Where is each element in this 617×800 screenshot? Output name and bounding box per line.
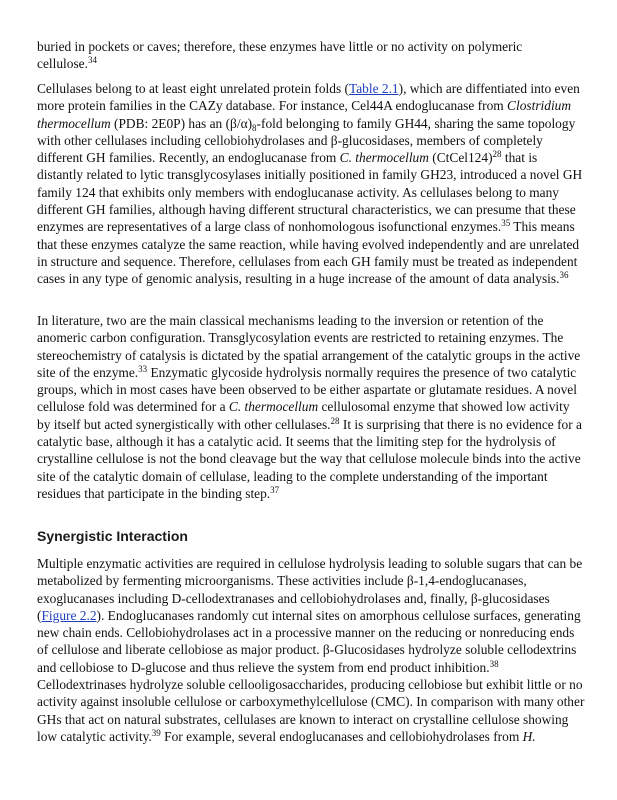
text-run: For example, several endoglucanases and cellobiohydrolases from xyxy=(160,728,523,744)
reference-superscript[interactable]: 36 xyxy=(559,270,569,281)
text-run: (CtCel124) xyxy=(428,150,493,166)
organism-name: H. xyxy=(522,728,536,744)
text-run: In literature, two are the main classical mechanisms leading to the inversion or retention of the anomeric carbon configuration. Transglycosylation events are restricted to retaining enzymes. The stereochemistry of catalysis is dictated by the spatial arrangement of the catalytic groups in the active site of the enzyme. xyxy=(37,313,581,380)
organism-name: C. thermocellum xyxy=(339,150,429,166)
subscript: 8 xyxy=(252,122,257,133)
text-run: that is distantly related to lytic transglycosylases initially positioned in family GH23, introduced a novel GH family 124 that exhibits only members with endoglucanase activity. As cellulases belong to many different GH families, although having different structural characteristics, we can presume that these enzymes are representatives of a large class of nonhomologous isofunctional enzymes. xyxy=(37,150,583,235)
reference-superscript[interactable]: 39 xyxy=(151,727,161,738)
paragraph-mechanisms xyxy=(37,312,585,502)
text-run: ). Endoglucanases randomly cut internal sites on amorphous cellulose surfaces, generating new chain ends. Cellobiohydrolases act in a processive manner on the reducing or nonreducing ends of cellulose and liberate cellobiose as major product. β-Glucosidases hydrolyze soluble cellodextrins and cellobiose to D-glucose and thus relieve the system from end product inhibition. xyxy=(37,607,581,675)
reference-superscript[interactable]: 35 xyxy=(501,218,511,229)
text-run: buried in pockets or caves; therefore, these enzymes have little or no activity on polymeric cellulose. xyxy=(37,39,523,72)
reference-superscript[interactable]: 28 xyxy=(330,415,340,426)
reference-superscript[interactable]: 37 xyxy=(270,484,280,495)
organism-name: Clostridium thermocellum xyxy=(37,98,572,131)
text-run: Multiple enzymatic activities are required in cellulose hydrolysis leading to soluble sugars that can be metabolized by fermenting microorganisms. These activities include β-1,4-endoglucanases, exoglucanases including D-cellodextranases and cellobiohydrolases and, finally, β-glucosidases ( xyxy=(37,556,583,623)
text-run: This means that these enzymes catalyze the same reaction, while having evolved independently and are unrelated in structure and sequence. Therefore, cellulases from each GH family must be treated as independent cases in any type of genomic analysis, resulting in a huge increase of the amount of data analysis. xyxy=(37,219,580,287)
paragraph-continuation xyxy=(37,38,585,73)
text-run: (PDB: 2E0P) has an (β/α) xyxy=(110,115,253,131)
text-run: Cellulases belong to at least eight unrelated protein folds ( xyxy=(37,81,349,96)
text-run: ), which are diffentiated into even more protein families in the CAZy database. For instance, Cel44A endoglucanase from xyxy=(37,81,580,114)
reference-superscript[interactable]: 33 xyxy=(138,363,148,374)
reference-superscript[interactable]: 34 xyxy=(87,55,97,66)
text-run: cellulosomal enzyme that showed low activity by itself but acted synergistically with other cellulases. xyxy=(37,399,570,432)
reference-superscript[interactable]: 38 xyxy=(489,658,499,669)
reference-superscript[interactable]: 28 xyxy=(492,149,502,160)
paragraph-cellulase-folds xyxy=(37,80,585,288)
section-heading: Synergistic Interaction xyxy=(37,528,188,544)
table-link[interactable]: Table 2.1 xyxy=(349,81,399,96)
organism-name: C. thermocellum xyxy=(228,399,319,415)
text-run: It is surprising that there is no evidence for a catalytic base, although it has a catalytic acid. It seems that the limiting step for the hydrolysis of crystalline cellulose is not the bond cleavage but the way that cellulose molecule binds into the active site of the catalytic domain of cellulase, leading to the complete understanding of the important residues that participate in the binding step. xyxy=(37,416,582,501)
text-run: Cellodextrinases hydrolyze soluble cellooligosaccharides, producing cellobiose but exhibit little or no activity against insoluble cellulose or carboxymethylcellulose (CMC). In comparison with many other GHs that act on natural substrates, cellulases are known to interact on crystalline cellulose showing low catalytic activity. xyxy=(37,677,585,744)
figure-link[interactable]: Figure 2.2 xyxy=(41,607,97,623)
text-run: -fold belonging to family GH44, sharing the same topology with other cellulases including cellobiohydrolases and β-glucosidases, members of completely different GH families. Recently, an endoglucanase from xyxy=(37,115,576,166)
paragraph-synergy xyxy=(37,555,585,745)
text-run: Enzymatic glycoside hydrolysis normally requires the presence of two catalytic groups, which in most cases have been observed to be either aspartate or glutamate residues. A novel cellulose fold was determined for a xyxy=(37,364,577,415)
